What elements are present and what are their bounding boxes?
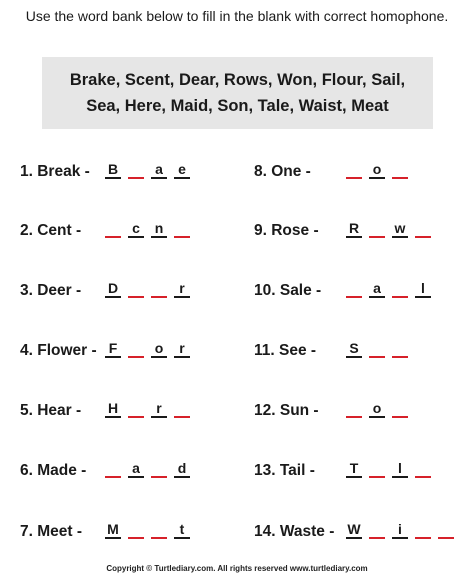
exercise-item	[20, 520, 235, 544]
letter-blank[interactable]	[173, 219, 191, 238]
letter-blanks	[345, 219, 437, 238]
given-letter: S	[345, 339, 363, 358]
exercise-word-label: 14. Waste -	[254, 523, 335, 540]
exercise-word-label: 2. Cent -	[20, 222, 82, 239]
given-letter: l	[414, 279, 432, 298]
given-letter: w	[391, 219, 409, 238]
letter-blank[interactable]	[127, 399, 145, 418]
letter-blank[interactable]	[391, 339, 409, 358]
instruction-text: Use the word bank below to fill in the blank with correct homophone.	[25, 8, 449, 24]
exercise-word-label: 8. One -	[254, 163, 311, 180]
given-letter: W	[345, 520, 363, 539]
given-letter: D	[104, 279, 122, 298]
exercise-word-label: 3. Deer -	[20, 282, 82, 299]
exercise-word-label: 4. Flower -	[20, 342, 97, 359]
exercise-item	[20, 459, 235, 483]
letter-blank[interactable]	[173, 399, 191, 418]
exercise-item	[254, 219, 469, 243]
letter-blank[interactable]	[437, 520, 455, 539]
exercise-item	[20, 279, 235, 303]
letter-blank[interactable]	[345, 160, 363, 179]
given-letter: l	[391, 459, 409, 478]
given-letter: d	[173, 459, 191, 478]
given-letter: r	[173, 279, 191, 298]
exercise-word-label: 6. Made -	[20, 462, 87, 479]
letter-blanks	[345, 399, 414, 418]
given-letter: R	[345, 219, 363, 238]
given-letter: o	[368, 399, 386, 418]
letter-blanks	[104, 339, 196, 358]
exercise-word-label: 1. Break -	[20, 163, 90, 180]
exercise-word-label: 9. Rose -	[254, 222, 319, 239]
given-letter: r	[150, 399, 168, 418]
given-letter: B	[104, 160, 122, 179]
given-letter: H	[104, 399, 122, 418]
letter-blank[interactable]	[150, 459, 168, 478]
letter-blanks	[104, 459, 196, 478]
exercise-item	[20, 399, 235, 423]
given-letter: a	[368, 279, 386, 298]
given-letter: c	[127, 219, 145, 238]
letter-blank[interactable]	[104, 219, 122, 238]
letter-blank[interactable]	[368, 219, 386, 238]
letter-blank[interactable]	[391, 279, 409, 298]
exercise-item	[20, 339, 235, 363]
exercise-word-label: 7. Meet -	[20, 523, 83, 540]
letter-blank[interactable]	[368, 459, 386, 478]
exercise-item	[20, 160, 235, 184]
word-bank-line-1: Brake, Scent, Dear, Rows, Won, Flour, Sail,	[69, 71, 406, 89]
exercise-item	[254, 279, 469, 303]
copyright-footer: Copyright © Turtlediary.com. All rights reserved www.turtlediary.com	[106, 564, 368, 573]
exercise-item	[254, 520, 469, 544]
word-bank-line-2: Sea, Here, Maid, Son, Tale, Waist, Meat	[86, 97, 389, 115]
letter-blank[interactable]	[368, 520, 386, 539]
exercise-word-label: 13. Tail -	[254, 462, 315, 479]
exercise-word-label: 10. Sale -	[254, 282, 322, 299]
letter-blank[interactable]	[127, 520, 145, 539]
letter-blank[interactable]	[127, 339, 145, 358]
given-letter: i	[391, 520, 409, 539]
given-letter: a	[150, 160, 168, 179]
letter-blanks	[345, 339, 414, 358]
letter-blank[interactable]	[104, 459, 122, 478]
letter-blank[interactable]	[345, 399, 363, 418]
given-letter: o	[368, 160, 386, 179]
given-letter: t	[173, 520, 191, 539]
letter-blank[interactable]	[150, 520, 168, 539]
letter-blanks	[345, 160, 414, 179]
letter-blanks	[345, 520, 460, 539]
letter-blank[interactable]	[391, 160, 409, 179]
letter-blank[interactable]	[345, 279, 363, 298]
word-bank	[42, 57, 433, 129]
given-letter: M	[104, 520, 122, 539]
given-letter: T	[345, 459, 363, 478]
exercise-item	[20, 219, 235, 243]
given-letter: a	[127, 459, 145, 478]
letter-blanks	[104, 520, 196, 539]
exercise-word-label: 11. See -	[254, 342, 317, 359]
letter-blank[interactable]	[414, 520, 432, 539]
letter-blank[interactable]	[127, 279, 145, 298]
letter-blank[interactable]	[414, 219, 432, 238]
exercise-word-label: 12. Sun -	[254, 402, 319, 419]
letter-blank[interactable]	[414, 459, 432, 478]
letter-blanks	[104, 219, 196, 238]
exercise-item	[254, 339, 469, 363]
letter-blank[interactable]	[368, 339, 386, 358]
exercise-word-label: 5. Hear -	[20, 402, 82, 419]
letter-blank[interactable]	[391, 399, 409, 418]
letter-blanks	[104, 399, 196, 418]
exercise-item	[254, 399, 469, 423]
exercise-item	[254, 459, 469, 483]
given-letter: e	[173, 160, 191, 179]
given-letter: F	[104, 339, 122, 358]
letter-blank[interactable]	[127, 160, 145, 179]
exercise-item	[254, 160, 469, 184]
letter-blanks	[345, 459, 437, 478]
letter-blanks	[104, 279, 196, 298]
given-letter: o	[150, 339, 168, 358]
given-letter: n	[150, 219, 168, 238]
letter-blanks	[345, 279, 437, 298]
given-letter: r	[173, 339, 191, 358]
letter-blank[interactable]	[150, 279, 168, 298]
letter-blanks	[104, 160, 196, 179]
